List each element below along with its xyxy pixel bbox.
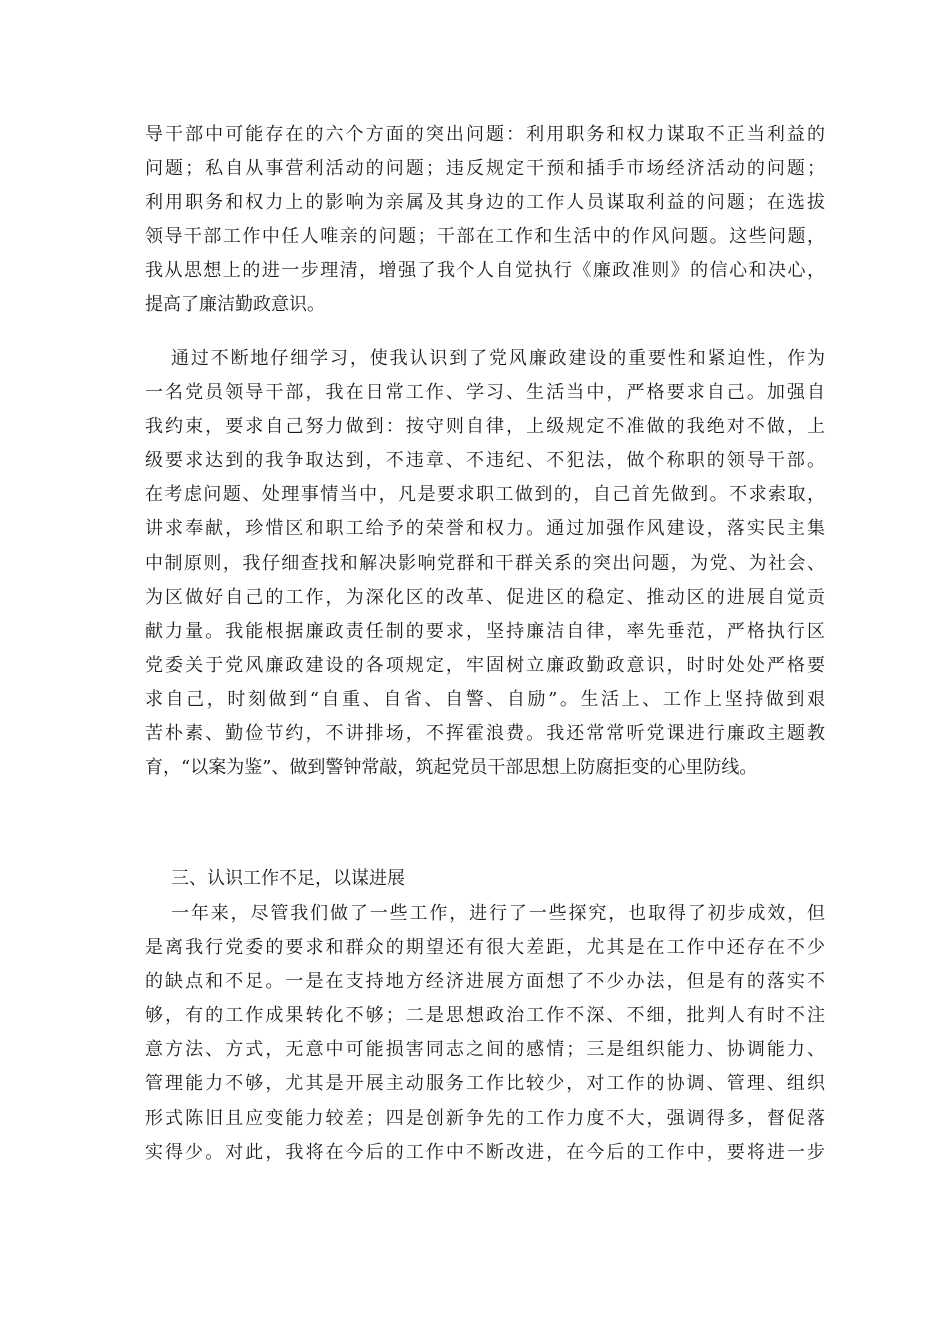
paragraph-3 <box>145 897 825 1170</box>
paragraph-line: 领导干部工作中任人唯亲的问题；干部在工作和生活中的作风问题。这些问题， <box>145 226 825 248</box>
paragraph-line: 导干部中可能存在的六个方面的突出问题：利用职务和权力谋取不正当利益的 <box>145 124 825 145</box>
paragraph-line: 是离我行党委的要求和群众的期望还有很大差距，尤其是在工作中还存在不少 <box>145 937 825 959</box>
paragraph-line: 献力量。我能根据廉政责任制的要求，坚持廉洁自律，率先垂范，严格执行区 <box>145 620 825 642</box>
paragraph-line: 够，有的工作成果转化不够；二是思想政治工作不深、不细，批判人有时不注 <box>145 1005 825 1027</box>
paragraph-line: 通过不断地仔细学习，使我认识到了党风廉政建设的重要性和紧迫性，作为 <box>171 348 825 369</box>
paragraph-line: 级要求达到的我争取达到，不违章、不违纪、不犯法，做个称职的领导干部。 <box>145 450 825 472</box>
paragraph-line: 一年来，尽管我们做了一些工作，进行了一些探究，也取得了初步成效，但 <box>171 903 825 924</box>
paragraph-2 <box>145 342 825 785</box>
section-heading-text: 三、认识工作不足，以谋进展 <box>171 868 405 889</box>
paragraph-line: 一名党员领导干部，我在日常工作、学习、生活当中，严格要求自己。加强自 <box>145 382 825 404</box>
paragraph-line: 提高了廉洁勤政意识。 <box>145 294 325 316</box>
paragraph-1 <box>145 118 825 323</box>
paragraph-line: 利用职务和权力上的影响为亲属及其身边的工作人员谋取利益的问题；在选拔 <box>145 192 825 214</box>
paragraph-line: 形式陈旧且应变能力较差；四是创新争先的工作力度不大，强调得多，督促落 <box>145 1107 825 1129</box>
paragraph-line: 我从思想上的进一步理清，增强了我个人自觉执行《廉政准则》的信心和决心， <box>145 260 825 282</box>
paragraph-line: 问题；私自从事营利活动的问题；违反规定干预和插手市场经济活动的问题； <box>145 158 825 180</box>
section-heading <box>145 862 825 896</box>
paragraph-line: 为区做好自己的工作，为深化区的改革、促进区的稳定、推动区的进展自觉贡 <box>145 586 825 608</box>
paragraph-line: 意方法、方式，无意中可能损害同志之间的感情；三是组织能力、协调能力、 <box>145 1039 825 1061</box>
paragraph-line: 求自己，时刻做到“自重、自省、自警、自励”。生活上、工作上坚持做到艰 <box>145 688 825 710</box>
paragraph-line: 我约束，要求自己努力做到：按守则自律，上级规定不准做的我绝对不做，上 <box>145 416 825 438</box>
paragraph-line: 讲求奉献，珍惜区和职工给予的荣誉和权力。通过加强作风建设，落实民主集 <box>145 518 825 540</box>
paragraph-line: 在考虑问题、处理事情当中，凡是要求职工做到的，自己首先做到。不求索取， <box>145 484 825 506</box>
paragraph-line: 实得少。对此，我将在今后的工作中不断改进，在今后的工作中，要将进一步 <box>145 1141 825 1163</box>
paragraph-line: 管理能力不够，尤其是开展主动服务工作比较少，对工作的协调、管理、组织 <box>145 1073 825 1095</box>
paragraph-line: 党委关于党风廉政建设的各项规定，牢固树立廉政勤政意识，时时处处严格要 <box>145 654 825 676</box>
paragraph-line: 育，“以案为鉴”、做到警钟常敲，筑起党员干部思想上防腐拒变的心里防线。 <box>145 757 758 779</box>
paragraph-line: 的缺点和不足。一是在支持地方经济进展方面想了不少办法，但是有的落实不 <box>145 971 825 993</box>
paragraph-line: 中制原则，我仔细查找和解决影响党群和干群关系的突出问题，为党、为社会、 <box>145 552 825 574</box>
paragraph-line: 苦朴素、勤俭节约，不讲排场，不挥霍浪费。我还常常听党课进行廉政主题教 <box>145 723 825 745</box>
